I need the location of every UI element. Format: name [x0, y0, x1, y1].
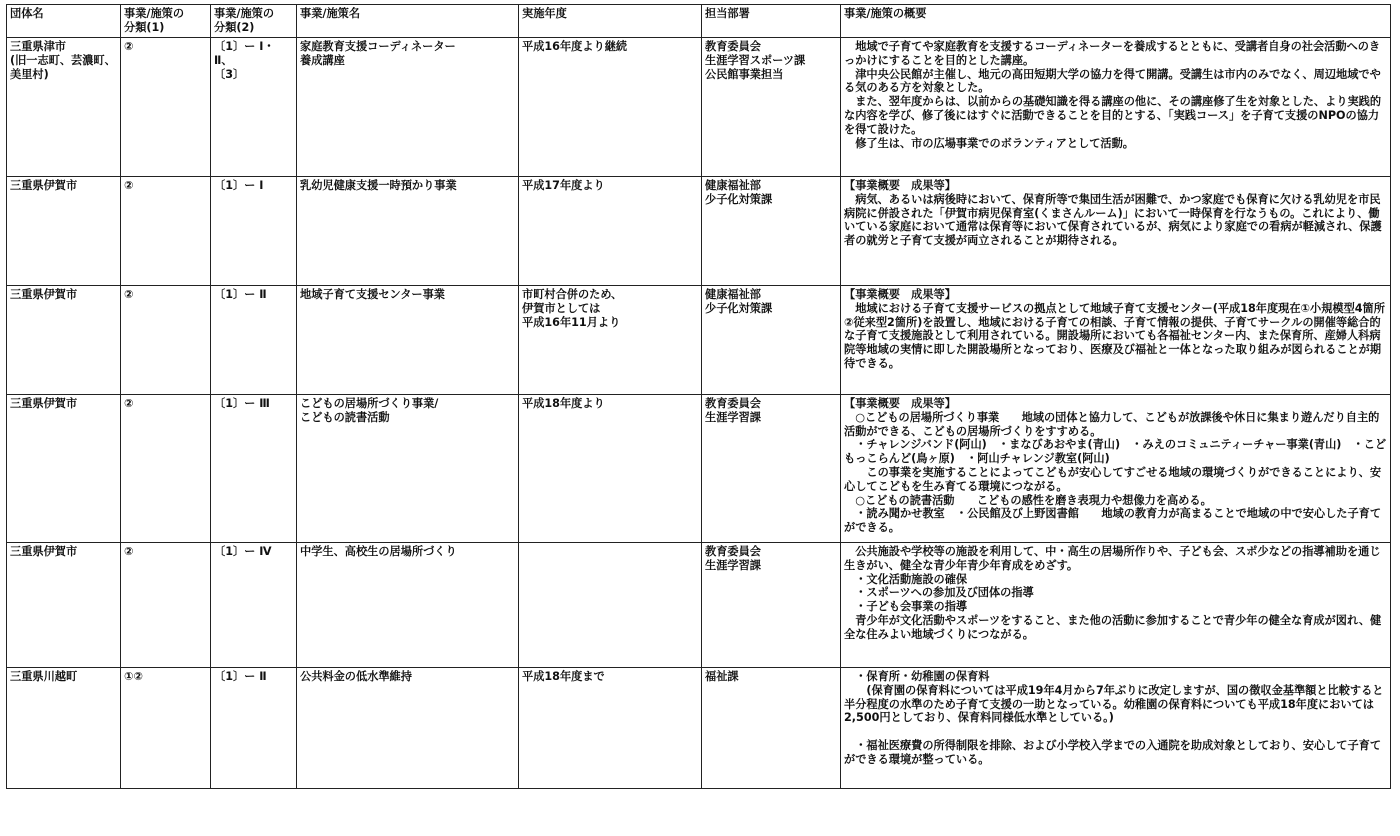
overview-paragraph: また、翌年度からは、以前からの基礎知識を得る講座の他に、その講座修了生を対象とした、より実践的な内容を学び、修了後にはすぐに活動できることを目的とする、「実践コース」を子育て支援のNPOの協力を得て設けた。: [844, 95, 1382, 136]
program-name-cell: 公共料金の低水準維持: [297, 668, 519, 789]
table-row: [7, 286, 1391, 395]
overview-paragraph: ・読み聞かせ教室 ・公民館及び上野図書館 地域の教育力が高まることで地域の中で安心した子育てができる。: [844, 507, 1382, 535]
overview-paragraph: 病気、あるいは病後時において、保育所等で集団生活が困難で、かつ家庭でも保育に欠ける乳幼児を市民病院に併設された「伊賀市病児保育室(くまさんルーム)」において一時保育を行なうもの。これにより、働いている家庭において通常は保育等において保育されているが、病気により家庭での看病が軽減され、保護者の就労と子育て支援が両立されることが期待される。: [844, 192, 1382, 248]
header-program-name: 事業/施策名: [297, 5, 519, 38]
org-cell: 三重県伊賀市: [7, 395, 121, 543]
overview-paragraph: 公共施設や学校等の施設を利用して、中・高生の居場所作りや、子ども会、スポ少などの指導補助を通じ生きがい、健全な青少年青少年育成をめざす。: [844, 545, 1381, 572]
category1-cell: ②: [121, 177, 211, 286]
table-row: [7, 38, 1391, 177]
department-cell: 教育委員会 生涯学習スポーツ課 公民館事業担当: [702, 38, 841, 177]
category1-cell: ②: [121, 543, 211, 668]
overview-paragraph: 修了生は、市の広場事業でのボランティアとして活動。: [844, 136, 1134, 150]
header-year: 実施年度: [519, 5, 702, 38]
overview-paragraph: 【事業概要 成果等】: [844, 288, 956, 301]
department-cell: 福祉課: [702, 668, 841, 789]
category2-cell: 〔1〕ー Ⅰ・Ⅱ、 〔3〕: [211, 38, 297, 177]
table-row: [7, 668, 1391, 789]
department-cell: 健康福祉部 少子化対策課: [702, 286, 841, 395]
overview-paragraph: 地域で子育てや家庭教育を支援するコーディネーターを養成するとともに、受講者自身の社会活動へのきっかけにすることを目的とした講座。: [844, 40, 1381, 67]
overview-paragraph: 【事業概要 成果等】: [844, 179, 956, 192]
overview-paragraph: ・スポーツへの参加及び団体の指導: [844, 586, 1034, 600]
header-department: 担当部署: [702, 5, 841, 38]
overview-paragraph: この事業を実施することによってこどもが安心してすごせる地域の環境づくりができることにより、安心してこどもを生み育てる環境につながる。: [844, 465, 1382, 493]
org-cell: 三重県川越町: [7, 668, 121, 789]
overview-paragraph: [844, 725, 1387, 739]
category1-cell: ②: [121, 38, 211, 177]
header-overview: 事業/施策の概要: [841, 5, 1391, 38]
program-name-cell: 中学生、高校生の居場所づくり: [297, 543, 519, 668]
category2-cell: 〔1〕ー Ⅳ: [211, 543, 297, 668]
overview-cell: [841, 38, 1391, 177]
year-cell: 平成16年度より継続: [519, 38, 702, 177]
overview-paragraph: ・チャレンジバンド(阿山) ・まなびあおやま(青山) ・みえのコミュニティーチャー事業(青山) ・こどもっこらんど(鳥ヶ原) ・阿山チャレンジ教室(阿山): [844, 438, 1387, 466]
category2-cell: 〔1〕ー Ⅲ: [211, 395, 297, 543]
org-cell: 三重県津市 (旧一志町、芸濃町、 美里村): [7, 38, 121, 177]
table-row: [7, 177, 1391, 286]
category1-cell: ①②: [121, 668, 211, 789]
year-cell: 平成18年度より: [519, 395, 702, 543]
header-category1: 事業/施策の 分類(1): [121, 5, 211, 38]
department-cell: 教育委員会 生涯学習課: [702, 543, 841, 668]
department-cell: 健康福祉部 少子化対策課: [702, 177, 841, 286]
overview-cell: [841, 543, 1391, 668]
overview-paragraph: 青少年が文化活動やスポーツをすること、また他の活動に参加することで青少年の健全な育成が図れ、健全な住みよい地域づくりにつながる。: [844, 613, 1382, 641]
year-cell: 平成17年度より: [519, 177, 702, 286]
year-cell: 平成18年度まで: [519, 668, 702, 789]
overview-paragraph: ・保育所・幼稚園の保育料: [844, 670, 990, 683]
overview-cell: [841, 395, 1391, 543]
overview-paragraph: ・福祉医療費の所得制限を排除、および小学校入学までの入通院を助成対象としており、安心して子育てができる環境が整っている。: [844, 738, 1382, 766]
department-cell: 教育委員会 生涯学習課: [702, 395, 841, 543]
overview-paragraph: 地域における子育て支援サービスの拠点として地域子育て支援センター(平成18年度現在①小規模型4箇所 ②従来型2箇所)を設置し、地域における子育ての相談、子育て情報の提供、子育てサークルの開催等総合的な子育て支援施設として利用されている。開設場所においても各福祉センター内、また保育所、産婦人科病院等地域の実情に即した開設場所となっており、医療及び福祉と一体となった取り組みが図られることが期待できる。: [844, 301, 1397, 370]
category1-cell: ②: [121, 395, 211, 543]
category1-cell: ②: [121, 286, 211, 395]
year-cell: 市町村合併のため、 伊賀市としては 平成16年11月より: [519, 286, 702, 395]
table-row: [7, 395, 1391, 543]
org-cell: 三重県伊賀市: [7, 286, 121, 395]
overview-paragraph: 津中央公民館が主催し、地元の高田短期大学の協力を得て開講。受講生は市内のみでなく、周辺地域でやる気のある方を対象とした。: [844, 67, 1381, 95]
overview-cell: [841, 668, 1391, 789]
category2-cell: 〔1〕ー Ⅰ: [211, 177, 297, 286]
category2-cell: 〔1〕ー Ⅱ: [211, 668, 297, 789]
overview-paragraph: ・文化活動施設の確保: [844, 572, 968, 586]
header-row: [7, 5, 1391, 38]
program-table: [6, 4, 1397, 789]
program-name-cell: こどもの居場所づくり事業/ こどもの読書活動: [297, 395, 519, 543]
document-page: [6, 4, 1398, 824]
program-name-cell: 乳幼児健康支援一時預かり事業: [297, 177, 519, 286]
table-row: [7, 543, 1391, 668]
header-category2: 事業/施策の 分類(2): [211, 5, 297, 38]
org-cell: 三重県伊賀市: [7, 543, 121, 668]
overview-paragraph: 【事業概要 成果等】: [844, 397, 956, 410]
overview-paragraph: (保育園の保育料については平成19年4月から7年ぶりに改定しますが、国の徴収金基準額と比較すると半分程度の水準のため子育て支援の一助となっている。幼稚園の保育料についても平成18年度においては2,500円としており、保育料同様低水準としている。): [844, 683, 1384, 725]
overview-cell: [841, 286, 1397, 395]
overview-paragraph: ○こどもの居場所づくり事業 地域の団体と協力して、こどもが放課後や休日に集まり遊んだり自主的活動ができる、こどもの居場所づくりをすすめる。: [844, 410, 1380, 438]
org-cell: 三重県伊賀市: [7, 177, 121, 286]
overview-paragraph: ○こどもの読書活動 こどもの感性を磨き表現力や想像力を高める。: [844, 493, 1212, 507]
overview-paragraph: ・子ども会事業の指導: [844, 600, 968, 614]
program-name-cell: 地域子育て支援センター事業: [297, 286, 519, 395]
overview-cell: [841, 177, 1391, 286]
header-org: 団体名: [7, 5, 121, 38]
year-cell: [519, 543, 702, 668]
program-name-cell: 家庭教育支援コーディネーター 養成講座: [297, 38, 519, 177]
category2-cell: 〔1〕ー Ⅱ: [211, 286, 297, 395]
